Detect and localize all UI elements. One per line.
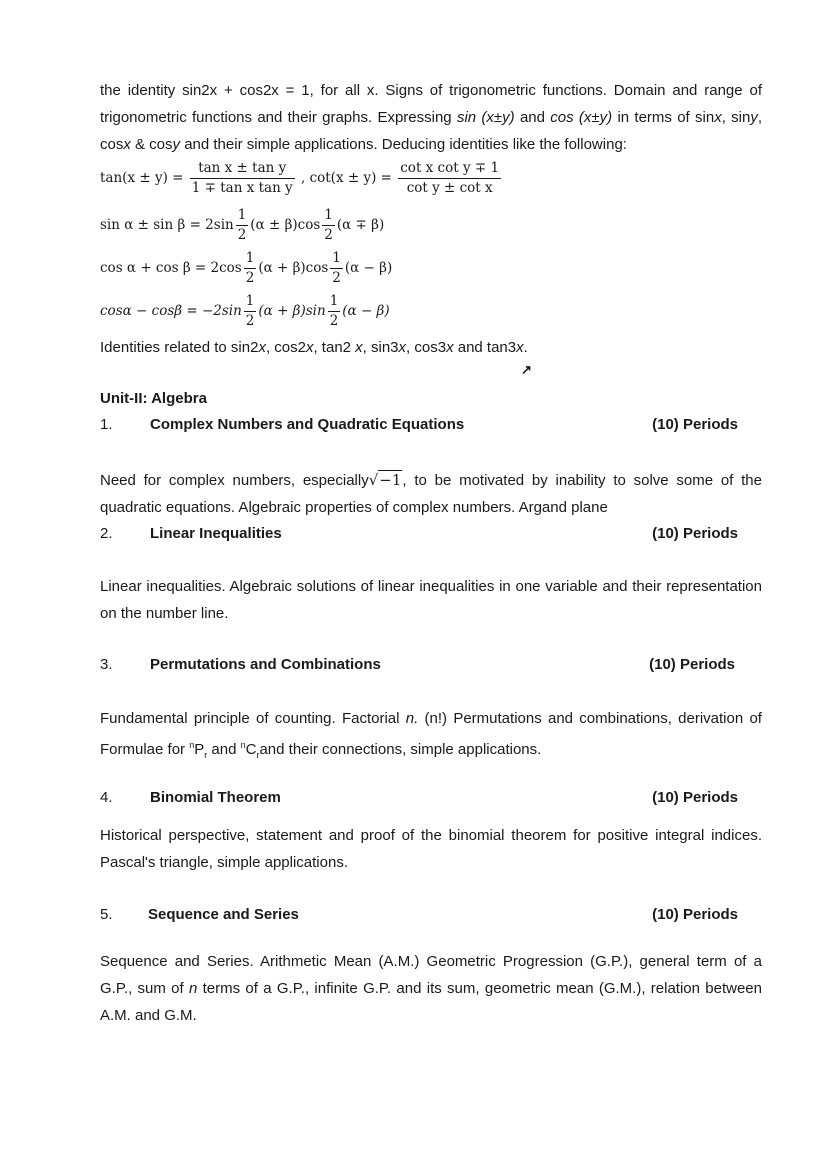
- formula-cos-lhs: cos α + cos β = 2cos: [100, 260, 242, 276]
- perm-P: P: [194, 741, 205, 758]
- intro-sin-term: sin (x±y): [456, 109, 515, 126]
- formula-cosdiff-mid: (α + β)sin: [258, 303, 326, 319]
- identities-x: x: [446, 339, 454, 356]
- sqrt-argument: −1: [379, 471, 402, 489]
- section-row-sequence: [100, 906, 740, 928]
- cot-numerator: cot x cot y ∓ 1: [398, 160, 501, 179]
- section-row-complex: [100, 416, 740, 438]
- sequence-text-b: terms of a G.P., infinite G.P. and its sum, geometric mean (G.M.), relation between A.M. and G.M.: [100, 980, 762, 1024]
- identities-x: x: [258, 339, 266, 356]
- identities-x: x: [516, 339, 524, 356]
- intro-x: x: [714, 109, 722, 126]
- perm-text-c: and their connections, simple applications.: [259, 741, 542, 758]
- formula-sin-mid: (α ± β)cos: [250, 217, 321, 233]
- section-row-permutations: [100, 656, 740, 678]
- intro-text-1: the identity sin2x + cos2x = 1, for all x. Signs of trigonometric functions. Domain and range of trigonometric functions and their graphs. Expressing: [100, 82, 762, 126]
- identities-line: [100, 334, 762, 361]
- perm-text-b: (n!) Permutations and combinations, derivation of Formulae for: [100, 710, 762, 758]
- intro-amp-cos: & cos: [130, 136, 173, 153]
- unit-title: Unit-II: Algebra: [100, 390, 207, 407]
- section-title: Linear Inequalities: [150, 525, 282, 542]
- identities-text-b: , cos2: [265, 339, 306, 356]
- sequence-paragraph: [100, 948, 762, 1029]
- identities-text-c: , tan2: [313, 339, 356, 356]
- identities-text-d: , sin3: [362, 339, 399, 356]
- section-periods: (10) Periods: [652, 789, 738, 806]
- half-fraction: [244, 250, 257, 287]
- half-den: 2: [332, 270, 341, 286]
- sqrt-symbol: √: [368, 471, 379, 489]
- complex-paragraph: [100, 467, 762, 521]
- perm-text-a: Fundamental principle of counting. Factorial: [100, 710, 406, 727]
- cot-fraction: [398, 160, 501, 197]
- tan-fraction: [190, 160, 295, 197]
- formula-cos-diff: [100, 293, 390, 330]
- section-title: Sequence and Series: [148, 906, 299, 923]
- cursor-icon: ↗: [521, 362, 532, 377]
- perm-C: C: [245, 741, 257, 758]
- half-den: 2: [245, 313, 255, 329]
- complex-text-b: , to be motivated by inability to solve some of the quadratic equations. Algebraic properties of complex numbers. Argand plane: [100, 472, 762, 516]
- half-fraction: [322, 207, 335, 244]
- linear-paragraph: Linear inequalities. Algebraic solutions of linear inequalities in one variable and their representation on the number line.: [100, 578, 762, 622]
- perm-paragraph: [100, 705, 762, 769]
- half-fraction: [244, 293, 257, 330]
- perm-sup-n: n: [189, 740, 195, 750]
- sequence-text-a: Sequence and Series. Arithmetic Mean (A.M.) Geometric Progression (G.P.), general term of a G.P., sum of: [100, 953, 762, 997]
- section-number: 2.: [100, 525, 113, 542]
- formula-sin-end: (α ∓ β): [336, 217, 385, 233]
- half-num: 1: [322, 207, 335, 226]
- section-title: Binomial Theorem: [150, 789, 281, 806]
- identities-text-g: .: [523, 339, 528, 356]
- complex-text-a: Need for complex numbers, especially: [100, 472, 369, 489]
- formula-sin-sum: [100, 207, 384, 244]
- intro-x-2: x: [123, 136, 131, 153]
- formula-cot-lhs: , cot(x ± y) =: [300, 170, 392, 186]
- section-number: 1.: [100, 416, 113, 433]
- intro-cos: , cos: [100, 109, 763, 153]
- identities-x: x: [398, 339, 407, 356]
- identities-x: x: [355, 339, 363, 356]
- section-row-binomial: [100, 789, 740, 811]
- section-number: 3.: [100, 656, 113, 673]
- half-den: 2: [324, 227, 333, 243]
- half-den: 2: [329, 313, 339, 329]
- tan-numerator: tan x ± tan y: [190, 160, 295, 179]
- perm-and: and: [207, 741, 241, 758]
- section-periods: (10) Periods: [652, 525, 738, 542]
- half-num: 1: [244, 293, 257, 312]
- formula-cos-mid: (α + β)cos: [258, 260, 329, 276]
- section-number: 4.: [100, 789, 113, 806]
- intro-cos-term: cos (x±y): [550, 109, 613, 126]
- intro-and: and: [514, 109, 551, 126]
- intro-y-2: y: [172, 136, 181, 153]
- half-den: 2: [245, 270, 255, 286]
- intro-text-end: and their simple applications. Deducing identities like the following:: [180, 136, 627, 153]
- section-number: 5.: [100, 906, 113, 923]
- half-num: 1: [330, 250, 343, 269]
- identities-text-a: Identities related to sin2: [100, 339, 259, 356]
- identities-x: x: [305, 339, 314, 356]
- section-periods: (10) Periods: [649, 656, 735, 673]
- half-fraction: [236, 207, 249, 244]
- intro-sin: , sin: [721, 109, 751, 126]
- cot-denominator: cot y ± cot x: [406, 180, 493, 196]
- formula-tan-cot: [100, 160, 503, 197]
- sequence-n: n: [188, 980, 198, 997]
- section-periods: (10) Periods: [652, 906, 738, 923]
- perm-n: n.: [405, 710, 419, 727]
- half-num: 1: [328, 293, 341, 312]
- formula-sin-lhs: sin α ± sin β = 2sin: [100, 217, 234, 233]
- intro-y: y: [750, 109, 758, 126]
- half-num: 1: [244, 250, 257, 269]
- sqrt-minus-one: [369, 470, 403, 489]
- half-den: 2: [237, 227, 247, 243]
- half-fraction: [330, 250, 343, 287]
- formula-tan-lhs: tan(x ± y) =: [100, 170, 184, 186]
- intro-paragraph: [100, 77, 762, 158]
- intro-text-2: in terms of sin: [612, 109, 715, 126]
- section-row-linear: [100, 525, 740, 547]
- tan-denominator: 1 ∓ tan x tan y: [191, 180, 293, 196]
- section-periods: (10) Periods: [652, 416, 738, 433]
- half-fraction: [328, 293, 341, 330]
- formula-cosdiff-end: (α − β): [342, 303, 390, 319]
- perm-sup-n: n: [240, 740, 246, 750]
- identities-text-f: and tan3: [453, 339, 517, 356]
- identities-text-e: , cos3: [406, 339, 447, 356]
- formula-cos-end: (α − β): [344, 260, 393, 276]
- section-title: Complex Numbers and Quadratic Equations: [150, 416, 465, 433]
- formula-cos-sum: [100, 250, 392, 287]
- perm-sub-r: r: [256, 750, 260, 760]
- formula-cosdiff-lhs: cosα − cosβ = −2sin: [100, 303, 242, 319]
- section-title: Permutations and Combinations: [150, 656, 381, 673]
- binomial-paragraph: Historical perspective, statement and proof of the binomial theorem for positive integral indices. Pascal's triangle, simple applications.: [100, 827, 762, 871]
- perm-sub-r: r: [204, 750, 208, 760]
- half-num: 1: [236, 207, 249, 226]
